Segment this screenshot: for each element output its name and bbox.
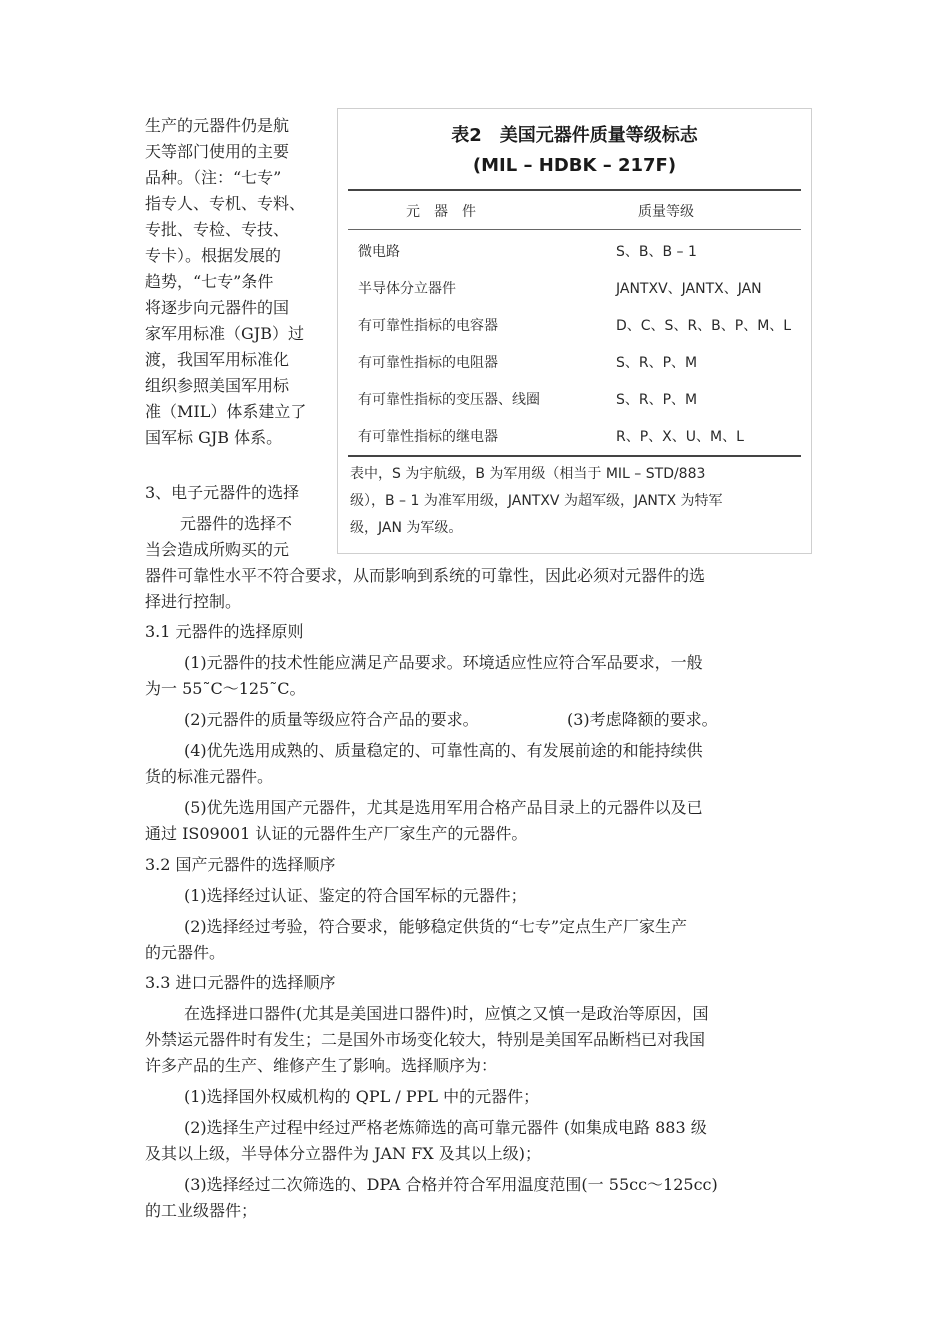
text-line: 将逐步向元器件的国 bbox=[145, 298, 290, 317]
table-cell-grade: S、B、B – 1 bbox=[616, 244, 697, 260]
paragraph-line: 在选择进口器件(尤其是美国进口器件)时，应慎之又慎一是政治等原因，国 bbox=[184, 1004, 709, 1023]
paragraph-line: (3)考虑降额的要求。 bbox=[567, 710, 718, 729]
table-cell-component: 有可靠性指标的电阻器 bbox=[358, 355, 498, 371]
paragraph-line: (5)优先选用国产元器件，尤其是选用军用合格产品目录上的元器件以及已 bbox=[184, 798, 703, 817]
paragraph-line: 为一 55˜C～125˜C。 bbox=[145, 679, 306, 698]
section-3-heading: 3、电子元器件的选择 bbox=[145, 483, 300, 502]
table-bottom-rule bbox=[348, 455, 801, 457]
paragraph-line: 外禁运元器件时有发生；二是国外市场变化较大，特别是美国军品断档已对我国 bbox=[145, 1030, 706, 1049]
table-cell-grade: JANTXV、JANTX、JAN bbox=[616, 281, 762, 297]
text-line: 专批、专检、专技、 bbox=[145, 220, 290, 239]
text-line: 国军标 GJB 体系。 bbox=[145, 428, 283, 447]
table-cell-grade: D、C、S、R、B、P、M、L bbox=[616, 318, 792, 334]
section-3-2-heading: 3.2 国产元器件的选择顺序 bbox=[145, 855, 336, 874]
text-line: 准（MIL）体系建立了 bbox=[145, 402, 307, 421]
table-note-line: 级，JAN 为军级。 bbox=[350, 520, 463, 536]
paragraph-line: 的元器件。 bbox=[145, 943, 226, 962]
table-top-rule bbox=[348, 189, 801, 191]
table-cell-component: 半导体分立器件 bbox=[358, 281, 456, 297]
text-line: 天等部门使用的主要 bbox=[145, 142, 290, 161]
paragraph-line: 的工业级器件； bbox=[145, 1201, 258, 1220]
table-subtitle: (MIL – HDBK – 217F) bbox=[472, 155, 677, 176]
paragraph-line: (3)选择经过二次筛选的、DPA 合格并符合军用温度范围(一 55cc～125cc) bbox=[184, 1175, 718, 1194]
table-cell-grade: R、P、X、U、M、L bbox=[616, 429, 744, 445]
table-cell-component: 有可靠性指标的电容器 bbox=[358, 318, 498, 334]
text-line: 生产的元器件仍是航 bbox=[145, 116, 290, 135]
paragraph-line: (1)选择经过认证、鉴定的符合国军标的元器件； bbox=[184, 886, 527, 905]
table-note bbox=[350, 461, 805, 542]
text-line: 组织参照美国军用标 bbox=[145, 376, 290, 395]
text-line: 家军用标准（GJB）过 bbox=[145, 324, 304, 343]
left-column-text bbox=[145, 113, 335, 451]
text-line: 趋势，“七专”条件 bbox=[145, 272, 274, 291]
paragraph-line: 元器件的选择不 bbox=[180, 514, 293, 533]
table-cell-grade: S、R、P、M bbox=[616, 355, 698, 371]
text-line: 渡，我国军用标准化 bbox=[145, 350, 290, 369]
paragraph-line: 货的标准元器件。 bbox=[145, 767, 274, 786]
paragraph-line: 通过 IS09001 认证的元器件生产厂家生产的元器件。 bbox=[145, 824, 528, 843]
text-line: 指专人、专机、专料、 bbox=[145, 194, 306, 213]
text-line: 品种。（注：“七专” bbox=[145, 168, 282, 187]
table-cell-component: 有可靠性指标的变压器、线圈 bbox=[358, 392, 540, 408]
paragraph-line: 当会造成所购买的元 bbox=[145, 540, 290, 559]
paragraph-line: (1)元器件的技术性能应满足产品要求。环境适应性应符合军品要求，一般 bbox=[184, 653, 703, 672]
paragraph-line: (2)选择生产过程中经过严格老炼筛选的高可靠元器件 (如集成电路 883 级 bbox=[184, 1118, 707, 1137]
paragraph-line: (4)优先选用成熟的、质量稳定的、可靠性高的、有发展前途的和能持续供 bbox=[184, 741, 703, 760]
paragraph-line: (2)元器件的质量等级应符合产品的要求。 bbox=[184, 710, 479, 729]
paragraph-line: 择进行控制。 bbox=[145, 592, 242, 611]
table-note-line: 表中，S 为宇航级，B 为军用级（相当于 MIL – STD/883 bbox=[350, 466, 706, 482]
table-header-component: 元 器 件 bbox=[406, 204, 476, 220]
table-note-line: 级），B – 1 为准军用级，JANTXV 为超军级，JANTX 为特军 bbox=[350, 493, 723, 509]
section-3-3-heading: 3.3 进口元器件的选择顺序 bbox=[145, 973, 336, 992]
paragraph-line: 器件可靠性水平不符合要求，从而影响到系统的可靠性，因此必须对元器件的选 bbox=[145, 566, 706, 585]
section-3-1-heading: 3.1 元器件的选择原则 bbox=[145, 622, 304, 641]
quality-grade-table-figure bbox=[337, 108, 812, 554]
table-cell-component: 有可靠性指标的继电器 bbox=[358, 429, 498, 445]
table-title: 表2 美国元器件质量等级标志 bbox=[451, 125, 698, 146]
paragraph-line: 许多产品的生产、维修产生了影响。选择顺序为： bbox=[145, 1056, 498, 1075]
paragraph-line: (1)选择国外权威机构的 QPL / PPL 中的元器件； bbox=[184, 1087, 540, 1106]
paragraph-line: 及其以上级，半导体分立器件为 JAN FX 及其以上级)； bbox=[145, 1144, 541, 1163]
text-line: 专卡）。根据发展的 bbox=[145, 246, 282, 265]
table-header-grade: 质量等级 bbox=[638, 204, 694, 220]
paragraph-line: (2)选择经过考验，符合要求，能够稳定供货的“七专”定点生产厂家生产 bbox=[184, 917, 688, 936]
table-header-rule bbox=[348, 229, 801, 230]
table-cell-grade: S、R、P、M bbox=[616, 392, 698, 408]
table-cell-component: 微电路 bbox=[358, 244, 400, 260]
